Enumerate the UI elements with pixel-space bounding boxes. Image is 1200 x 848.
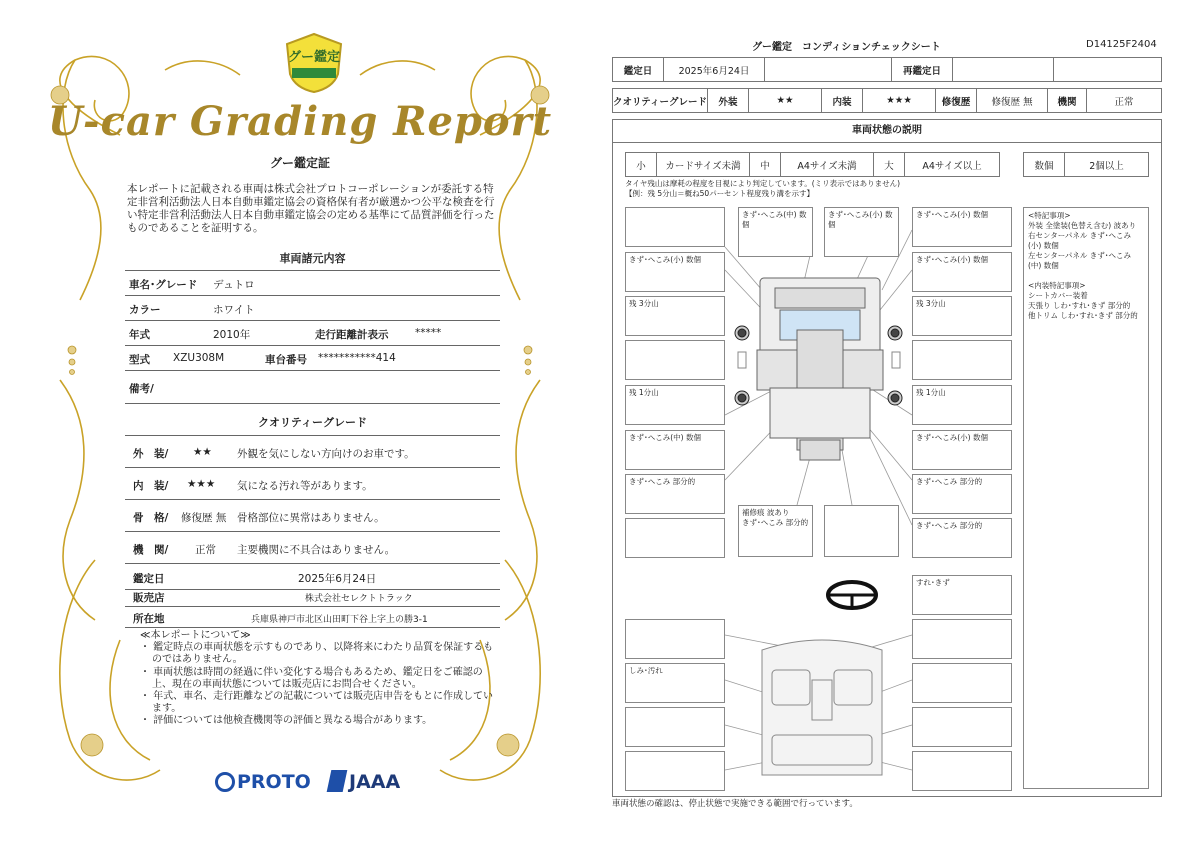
report-title: U-car Grading Report (47, 98, 553, 145)
remarks-label: 備考/ (129, 383, 154, 395)
specs-heading: 車両諸元内容 (279, 252, 346, 265)
note-item: ・ 鑑定時点の車両状態を示すものであり、以降将来にわたり品質を保証するものではありません。 (140, 642, 494, 666)
date-value: 2025年6月24日 (664, 58, 765, 82)
date-value: 2025年6月24日 (298, 573, 377, 585)
empty-box (625, 619, 725, 659)
interior-desc: 気になる汚れ等があります。 (237, 480, 373, 492)
exterior-desc: 外観を気にしない方向けのお車です。 (237, 448, 415, 460)
model-label: 型式 (129, 354, 150, 366)
box-left-5: 残 1分山 (625, 385, 725, 425)
exterior-grade: ★★ (193, 446, 212, 458)
exterior-label: 外 装/ (133, 448, 169, 460)
certificate-subtitle: グー鑑定証 (269, 156, 330, 170)
empty-box (912, 707, 1012, 747)
box-interior-left-2: しみ･汚れ (625, 663, 725, 703)
empty-cell (1054, 58, 1162, 82)
row-address (125, 607, 500, 628)
quality-table (612, 88, 1162, 113)
row-remarks (125, 371, 500, 404)
box-left-6: きず･へこみ(中) 数個 (625, 430, 725, 470)
engine-value: 正常 (1087, 89, 1162, 113)
row-color (125, 296, 500, 321)
jaaa-logo-icon (327, 770, 348, 792)
box-steering: すれ･きず (912, 575, 1012, 615)
box-left-7: きず･へこみ 部分的 (625, 474, 725, 514)
box-left-3: 残 3分山 (625, 296, 725, 336)
empty-box (625, 751, 725, 791)
interior-label: 内 装/ (133, 480, 169, 492)
document-id: D14125F2404 (1086, 39, 1157, 50)
chassis-label: 車台番号 (265, 354, 307, 366)
size-mid: 中 (750, 153, 781, 177)
size-large: 大 (874, 153, 905, 177)
size-mid-desc: A4サイズ未満 (781, 153, 874, 177)
empty-box (912, 619, 1012, 659)
date-label: 鑑定日 (613, 58, 664, 82)
engine-value: 正常 (195, 544, 216, 556)
proto-logo-icon (215, 772, 235, 792)
footer-note: 車両状態の確認は、停止状態で実施できる範囲で行っています。 (612, 799, 858, 809)
box-left-2: きず･へこみ(小) 数個 (625, 252, 725, 292)
frame-label: 骨 格/ (133, 512, 169, 524)
interior-diagram (762, 640, 882, 775)
proto-logo: PROTO (237, 771, 311, 793)
quality-heading: クオリティーグレード (258, 416, 367, 429)
special-notes: <特記事項> 外装 全塗装(色替え含む) 波あり 右センターパネル きず･へこみ(小) 数個 左センターパネル きず･へこみ(中) 数個 <内装特記事項> シートカバー装着 天張り しわ･すれ･きず 部分的 他トリム しわ･すれ･きず 部分的 (1023, 207, 1149, 789)
size-small-desc: カードサイズ未満 (657, 153, 750, 177)
certificate-intro: 本レポートに記載される車両は株式会社プロトコーポレーションが委託する特定非営利活動法人日本自動車鑑定協会の資格保有者が厳選かつ公平な検査を行い特定非営利活動法人日本自動車鑑定協会の定める基準にて品質評価を行ったものであることを証明する。 (127, 183, 495, 234)
size-small: 小 (626, 153, 657, 177)
footer-logos (215, 768, 415, 798)
mileage-label: 走行距離計表示 (315, 329, 389, 341)
frame-value: 修復歴 無 (181, 512, 227, 524)
row-year (125, 321, 500, 346)
exterior-label: 外装 (708, 89, 749, 113)
empty-box (625, 340, 725, 380)
interior-grade: ★★★ (863, 89, 936, 113)
note-item: ・ 評価については他検査機関等の評価と異なる場合があります。 (140, 715, 433, 727)
tire-note (625, 179, 900, 199)
box-bottom-mid: 補修痕 波あり きず･へこみ 部分的 (738, 505, 813, 557)
engine-label: 機関 (1048, 89, 1087, 113)
empty-box (912, 751, 1012, 791)
size-legend (625, 152, 1000, 177)
repair-label: 修復歴 (936, 89, 977, 113)
box-top-mid-left: きず･へこみ(中) 数個 (738, 207, 813, 257)
box-right-3: 残 3分山 (912, 296, 1012, 336)
row-interior (125, 468, 500, 500)
frame-desc: 骨格部位に異常はありません。 (237, 512, 385, 524)
name-label: 車名･グレード (129, 279, 198, 291)
year-value: 2010年 (213, 329, 251, 341)
empty-box (625, 207, 725, 247)
steering-wheel-icon (828, 582, 876, 608)
box-top-mid-right: きず･へこみ(小) 数個 (824, 207, 899, 257)
state-heading: 車両状態の説明 (612, 119, 1162, 143)
color-label: カラー (129, 304, 161, 316)
address-label: 所在地 (133, 613, 165, 625)
notes-heading: ≪本レポートについて≫ (140, 630, 251, 641)
row-vehicle-name (125, 271, 500, 296)
box-right-8: きず･へこみ 部分的 (912, 518, 1012, 558)
row-engine (125, 532, 500, 564)
empty-cell (765, 58, 892, 82)
quality-label: クオリティーグレード (613, 89, 708, 113)
empty-box (912, 663, 1012, 703)
row-model (125, 346, 500, 371)
color-value: ホワイト (213, 304, 255, 316)
box-right-5: 残 1分山 (912, 385, 1012, 425)
row-frame (125, 500, 500, 532)
date-table (612, 57, 1162, 82)
empty-box (625, 707, 725, 747)
size-large-desc: A4サイズ以上 (905, 153, 1000, 177)
year-label: 年式 (129, 329, 150, 341)
row-dealer (125, 586, 500, 607)
row-exterior (125, 436, 500, 468)
interior-label: 内装 (822, 89, 863, 113)
address-value: 兵庫県神戸市北区山田町下谷上字上の勝3-1 (251, 615, 428, 625)
box-top-right: きず･へこみ(小) 数個 (912, 207, 1012, 247)
interior-grade: ★★★ (187, 478, 216, 490)
count-legend (1023, 152, 1149, 177)
box-right-6: きず･へこみ(小) 数個 (912, 430, 1012, 470)
exterior-grade: ★★ (749, 89, 822, 113)
box-right-2: きず･へこみ(小) 数個 (912, 252, 1012, 292)
tire-note-line: 【例：残 5分山＝概ね50パーセント程度残り溝を示す】 (625, 189, 815, 198)
box-right-7: きず･へこみ 部分的 (912, 474, 1012, 514)
badge-text: グー鑑定 (287, 50, 340, 65)
dealer-value: 株式会社セレクトトラック (305, 594, 413, 604)
reinspect-value (953, 58, 1054, 82)
sheet-title: グー鑑定 コンディションチェックシート (752, 42, 941, 53)
model-value: XZU308M (173, 352, 225, 364)
engine-desc: 主要機関に不具合はありません。 (237, 544, 396, 556)
chassis-value: ***********414 (318, 352, 396, 364)
empty-box (912, 340, 1012, 380)
empty-box (625, 518, 725, 558)
name-value: デュトロ (213, 279, 255, 291)
dealer-label: 販売店 (133, 592, 165, 604)
empty-box (824, 505, 899, 557)
engine-label: 機 関/ (133, 544, 169, 556)
mileage-value: ***** (415, 327, 442, 339)
note-item: ・ 車両状態は時間の経過に伴い変化する場合もあるため、鑑定日をご確認の上、現在の車両状態については販売店にお問合せください。 (140, 666, 483, 690)
date-label: 鑑定日 (133, 573, 165, 585)
repair-value: 修復歴 無 (977, 89, 1048, 113)
report-notes (140, 630, 500, 728)
count-label: 数個 (1024, 153, 1065, 177)
count-desc: 2個以上 (1065, 153, 1149, 177)
jaaa-logo: JAAA (349, 771, 401, 793)
note-item: ・ 年式、車名、走行距離などの記載については販売店申告をもとに作成しています。 (140, 691, 493, 715)
reinspect-label: 再鑑定日 (892, 58, 953, 82)
goo-kantei-badge (283, 32, 345, 94)
tire-note-line: タイヤ残山は摩耗の程度を目視により判定しています。(ミリ表示ではありません) (625, 179, 901, 188)
